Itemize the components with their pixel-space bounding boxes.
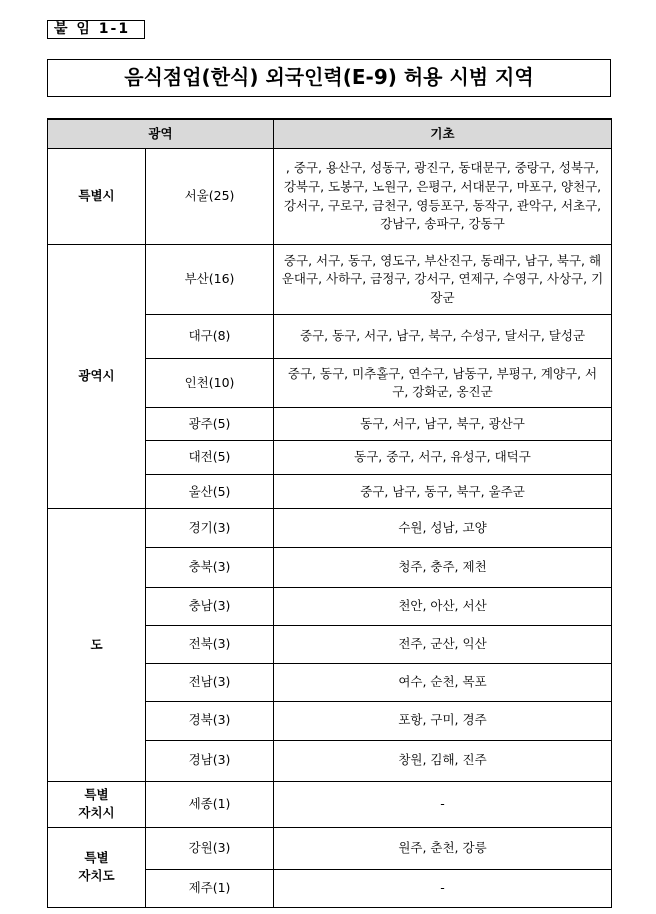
- table-row: [48, 781, 612, 827]
- region-table: [47, 118, 612, 908]
- header-base: 기초: [274, 119, 612, 149]
- page-title: 음식점업(한식) 외국인력(E-9) 허용 시범 지역: [47, 59, 611, 97]
- city-cell: 강원(3): [146, 827, 274, 869]
- districts-cell: 창원, 김해, 진주: [274, 740, 612, 781]
- region-metro-city: 광역시: [48, 245, 146, 509]
- districts-cell: 포항, 구미, 경주: [274, 701, 612, 740]
- districts-cell: 중구, 동구, 서구, 남구, 북구, 수성구, 달서구, 달성군: [274, 315, 612, 359]
- region-name-line2: 자치도: [78, 868, 115, 884]
- city-cell: 충북(3): [146, 548, 274, 587]
- districts-cell: 여수, 순천, 목포: [274, 663, 612, 701]
- region-name-line1: 특별: [84, 849, 109, 865]
- header-area: 광역: [48, 119, 274, 149]
- city-cell: 전남(3): [146, 663, 274, 701]
- districts-cell: 천안, 아산, 서산: [274, 587, 612, 625]
- city-cell: 서울(25): [146, 149, 274, 245]
- districts-cell: 동구, 서구, 남구, 북구, 광산구: [274, 408, 612, 441]
- city-cell: 세종(1): [146, 781, 274, 827]
- districts-cell: -: [274, 869, 612, 907]
- districts-cell: 중구, 서구, 동구, 영도구, 부산진구, 동래구, 남구, 북구, 해운대구, 사하구, 금정구, 강서구, 연제구, 수영구, 사상구, 기장군: [274, 245, 612, 315]
- table-row: [48, 149, 612, 245]
- region-special-self-city: [48, 781, 146, 827]
- city-cell: 경기(3): [146, 509, 274, 548]
- city-cell: 광주(5): [146, 408, 274, 441]
- city-cell: 전북(3): [146, 625, 274, 663]
- city-cell: 제주(1): [146, 869, 274, 907]
- districts-cell: 수원, 성남, 고양: [274, 509, 612, 548]
- table-row: [48, 509, 612, 548]
- districts-cell: 원주, 춘천, 강릉: [274, 827, 612, 869]
- districts-cell: 중구, 남구, 동구, 북구, 울주군: [274, 475, 612, 509]
- attachment-label: 붙 임 1-1: [47, 20, 145, 39]
- districts-cell: 청주, 충주, 제천: [274, 548, 612, 587]
- city-cell: 인천(10): [146, 359, 274, 408]
- region-name-line1: 특별: [84, 786, 109, 802]
- city-cell: 울산(5): [146, 475, 274, 509]
- districts-cell: -: [274, 781, 612, 827]
- city-cell: 경남(3): [146, 740, 274, 781]
- region-name-line2: 자치시: [78, 805, 115, 821]
- city-cell: 경북(3): [146, 701, 274, 740]
- region-special-city: 특별시: [48, 149, 146, 245]
- districts-cell: 중구, 동구, 미추홀구, 연수구, 남동구, 부평구, 계양구, 서구, 강화군, 옹진군: [274, 359, 612, 408]
- table-row: [48, 827, 612, 869]
- city-cell: 대구(8): [146, 315, 274, 359]
- city-cell: 부산(16): [146, 245, 274, 315]
- region-province: 도: [48, 509, 146, 781]
- region-special-self-province: [48, 827, 146, 907]
- city-cell: 충남(3): [146, 587, 274, 625]
- districts-cell: 동구, 중구, 서구, 유성구, 대덕구: [274, 441, 612, 475]
- header-row: [48, 119, 612, 149]
- city-cell: 대전(5): [146, 441, 274, 475]
- districts-cell: , 중구, 용산구, 성동구, 광진구, 동대문구, 중랑구, 성북구, 강북구, 도봉구, 노원구, 은평구, 서대문구, 마포구, 양천구, 강서구, 구로구, 금천구, 영등포구, 동작구, 관악구, 서초구, 강남구, 송파구, 강동구: [274, 149, 612, 245]
- districts-cell: 전주, 군산, 익산: [274, 625, 612, 663]
- table-row: [48, 245, 612, 315]
